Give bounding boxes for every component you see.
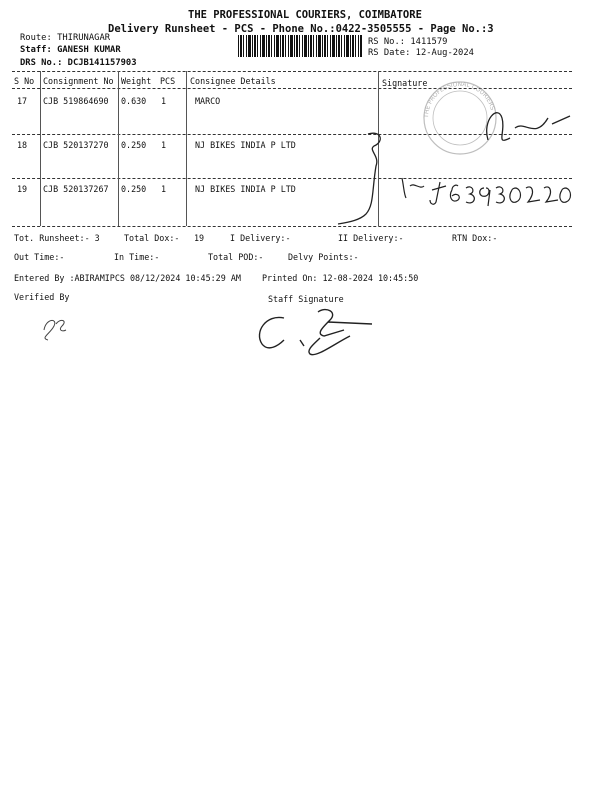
total-dox-value: 19	[194, 233, 205, 243]
rs-number: RS No.: 1411579	[368, 37, 448, 47]
delvy-points: Delvy Points:-	[288, 252, 359, 262]
table-row-weight: 0.630	[121, 96, 147, 106]
table-row-sno: 19	[17, 184, 28, 194]
table-row-pcs: 1	[161, 140, 167, 150]
in-time: In Time:-	[114, 252, 160, 262]
col-header-weight: Weight	[121, 76, 152, 86]
table-row-consignment: CJB 520137267	[43, 184, 109, 194]
verifier-signature	[44, 320, 66, 340]
col-header-consignee: Consignee Details	[190, 76, 276, 86]
col-header-signature: Signature	[382, 78, 428, 88]
total-dox-label: Total Dox:-	[124, 233, 180, 243]
col-header-consignment: Consignment No	[43, 76, 114, 86]
out-time: Out Time:-	[14, 252, 65, 262]
route-label: Route: THIRUNAGAR	[20, 33, 111, 43]
table-row-weight: 0.250	[121, 184, 147, 194]
runsheet-title: Delivery Runsheet - PCS - Phone No.:0422-3505555 - Page No.:3	[108, 23, 494, 35]
table-row-consignee: MARCO	[195, 96, 221, 106]
company-title: THE PROFESSIONAL COURIERS, COIMBATORE	[188, 9, 422, 21]
staff-signature-label: Staff Signature	[268, 294, 344, 304]
table-row-consignment: CJB 519864690	[43, 96, 109, 106]
i-delivery: I Delivery:-	[230, 233, 291, 243]
table-row-pcs: 1	[161, 184, 167, 194]
table-row-pcs: 1	[161, 96, 167, 106]
total-runsheet: Tot. Runsheet:- 3	[14, 233, 100, 243]
table-row-sno: 17	[17, 96, 28, 106]
rs-date: RS Date: 12-Aug-2024	[368, 48, 474, 58]
total-pod: Total POD:-	[208, 252, 264, 262]
printed-on: Printed On: 12-08-2024 10:45:50	[262, 273, 419, 283]
entered-by: Entered By :ABIRAMIPCS 08/12/2024 10:45:29 AM	[14, 273, 241, 283]
table-row-consignment: CJB 520137270	[43, 140, 109, 150]
company-stamp	[423, 81, 496, 154]
drs-number: DRS No.: DCJB141157903	[20, 58, 137, 68]
receiver-signature-2	[338, 133, 380, 224]
rtn-dox: RTN Dox:-	[452, 233, 498, 243]
col-header-sno: S No	[14, 76, 35, 86]
table-row-consignee: NJ BIKES INDIA P LTD	[195, 140, 296, 150]
stamp-text: THE PROFESSIONAL COURIERS	[422, 80, 496, 119]
ii-delivery: II Delivery:-	[338, 233, 404, 243]
receiver-handwritten-number	[402, 178, 571, 206]
staff-signature	[259, 310, 372, 355]
table-row-sno: 18	[17, 140, 28, 150]
verified-by-label: Verified By	[14, 292, 70, 302]
table-row-consignee: NJ BIKES INDIA P LTD	[195, 184, 296, 194]
table-row-weight: 0.250	[121, 140, 147, 150]
col-header-pcs: PCS	[160, 76, 176, 86]
staff-label: Staff: GANESH KUMAR	[20, 45, 121, 55]
receiver-signature-1	[487, 113, 570, 141]
svg-text:THE PROFESSIONAL COURIERS	[423, 81, 496, 119]
